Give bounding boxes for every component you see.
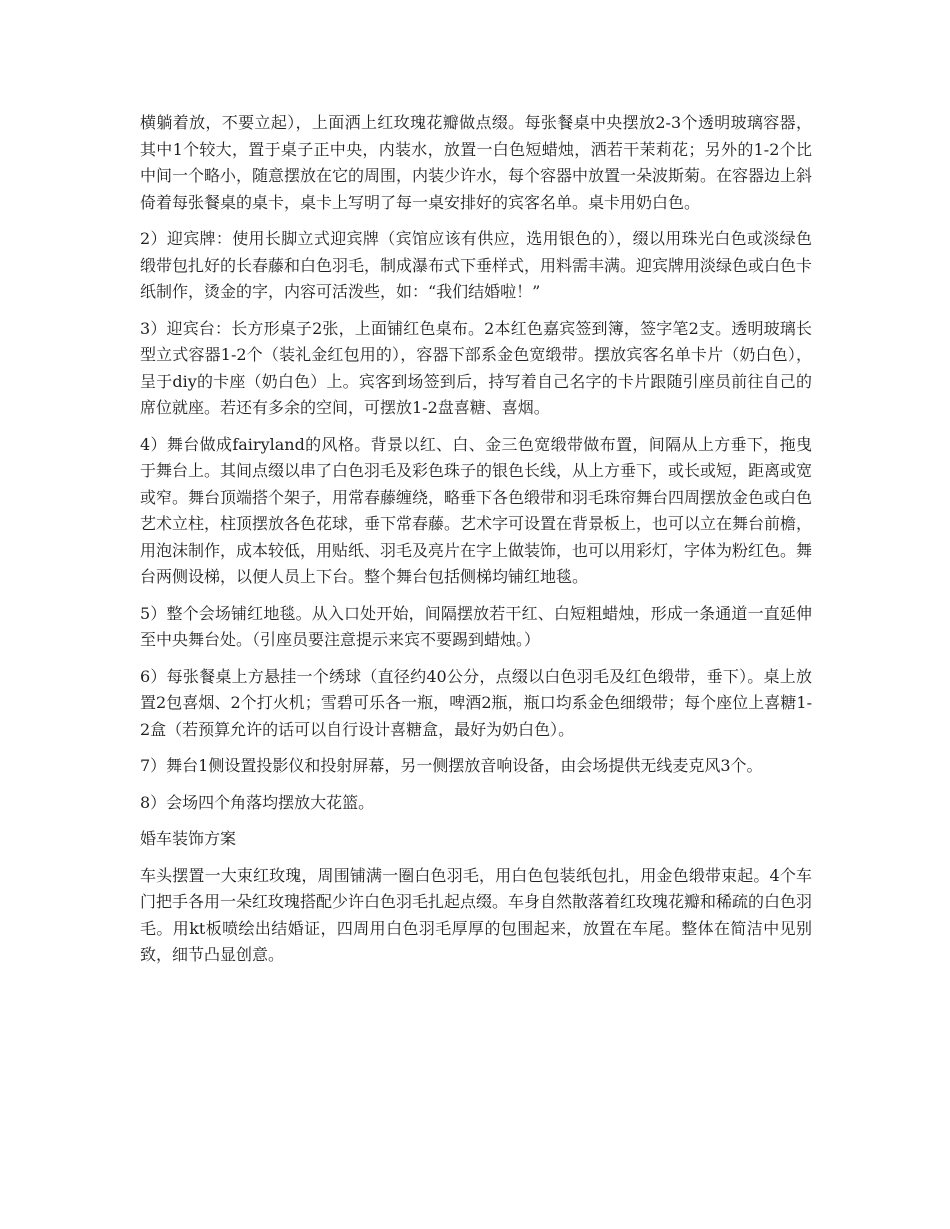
paragraph-welcome-sign: 2）迎宾牌：使用长脚立式迎宾牌（宾馆应该有供应，选用银色的），缀以用珠光白色或淡绿色缎带包扎好的长春藤和白色羽毛，制成瀑布式下垂样式，用料需丰满。迎宾牌用淡绿色或白色卡纸制作，烫金的字，内容可活泼些，如：“我们结婚啦！” [140, 229, 813, 301]
paragraph-reception-desk: 3）迎宾台：长方形桌子2张，上面铺红色桌布。2本红色嘉宾签到簿，签字笔2支。透明玻璃长型立式容器1-2个（装礼金红包用的），容器下部系金色宽缎带。摆放宾客名单卡片（奶白色），呈于diy的卡座（奶白色）上。宾客到场签到后，持写着自己名字的卡片跟随引座员前往自己的席位就座。若还有多余的空间，可摆放1-2盘喜糖、喜烟。 [140, 318, 812, 417]
paragraph-av-equipment: 7）舞台1侧设置投影仪和投射屏幕，另一侧摆放音响设备，由会场提供无线麦克风3个。 [140, 756, 763, 775]
paragraph-table-decoration: 横躺着放，不要立起），上面洒上红玫瑰花瓣做点缀。每张餐桌中央摆放2-3个透明玻璃容器，其中1个较大，置于桌子正中央，内装水，放置一白色短蜡烛，洒若干茉莉花；另外的1-2个比中间一个略小，随意摆放在它的周围，内装少许水，每个容器中放置一朵波斯菊。在容器边上斜倚着每张餐桌的桌卡，桌卡上写明了每一桌安排好的宾客名单。桌卡用奶白色。 [140, 113, 813, 212]
paragraph-wedding-car: 车头摆置一大束红玫瑰，周围铺满一圈白色羽毛，用白色包装纸包扎，用金色缎带束起。4个车门把手各用一朵红玫瑰搭配少许白色羽毛扎起点缀。车身自然散落着红玫瑰花瓣和稀疏的白色羽毛。用kt板喷绘出结婚证，四周用白色羽毛厚厚的包围起来，放置在车尾。整体在简洁中见别致，细节凸显创意。 [140, 865, 813, 964]
paragraph-stage: 4）舞台做成fairyland的风格。背景以红、白、金三色宽缎带做布置，间隔从上方垂下，拖曳于舞台上。其间点缀以串了白色羽毛及彩色珠子的银色长线，从上方垂下，或长或短，距离或宽或窄。舞台顶端搭个架子，用常春藤缠绕，略垂下各色缎带和羽毛珠帘舞台四周摆放金色或白色艺术立柱，柱顶摆放各色花球，垂下常春藤。艺术字可设置在背景板上，也可以立在舞台前檐，用泡沫制作，成本较低，用贴纸、羽毛及亮片在字上做装饰，也可以用彩灯，字体为粉红色。舞台两侧设梯，以便人员上下台。整个舞台包括侧梯均铺红地毯。 [140, 434, 813, 586]
paragraph-flower-baskets: 8）会场四个角落均摆放大花篮。 [140, 792, 375, 812]
document-body [140, 110, 812, 979]
paragraph-red-carpet: 5）整个会场铺红地毯。从入口处开始，间隔摆放若干红、白短粗蜡烛，形成一条通道一直延伸至中央舞台处。（引座员要注意提示来宾不要踢到蜡烛。） [140, 603, 812, 649]
paragraph-table-items: 6）每张餐桌上方悬挂一个绣球（直径约40公分，点缀以白色羽毛及红色缎带，垂下）。桌上放置2包喜烟、2个打火机；雪碧可乐各一瓶，啤酒2瓶，瓶口均系金色细缎带；每个座位上喜糖1-2盒（若预算允许的话可以自行设计喜糖盒，最好为奶白色）。 [140, 666, 812, 739]
section-heading: 婚车装饰方案 [140, 829, 237, 848]
